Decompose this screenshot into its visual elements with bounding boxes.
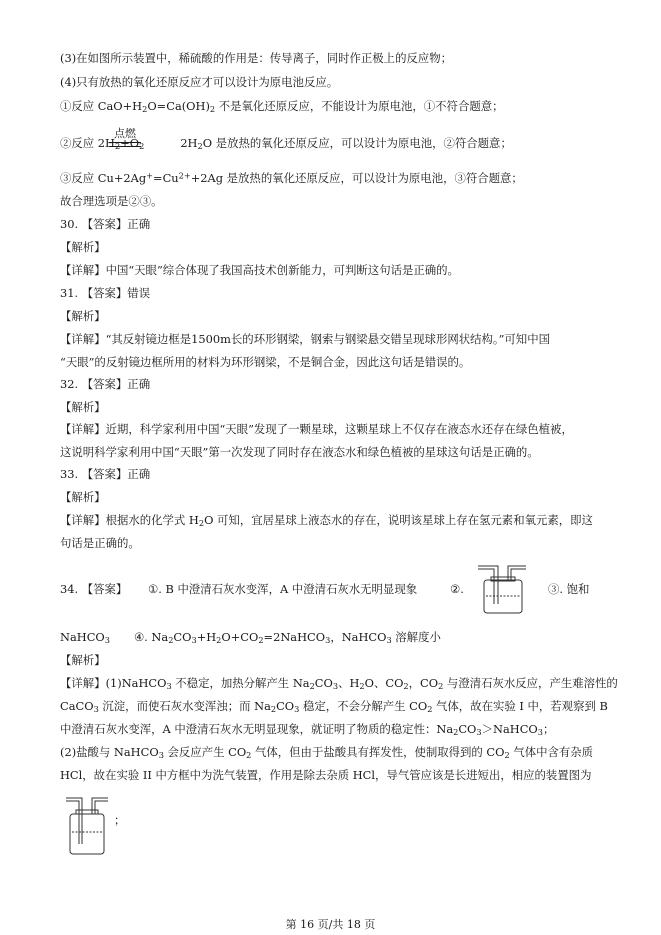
page-footer: 第 16 页/共 18 页 [285, 918, 376, 931]
text-line: (3)在如图所示装置中，稀硫酸的作用是：传导离子，同时作正极上的反应物； [60, 51, 453, 65]
analysis-label: 【解析】 [60, 240, 106, 254]
detail-text: “天眼”的反射镜边框所用的材料为环形钢梁，不是铜合金，因此这句话是错误的。 [60, 355, 471, 369]
analysis-label: 【解析】 [60, 309, 106, 323]
answer-heading: 34. 【答案】 [60, 582, 128, 596]
gas-washing-bottle-icon [474, 560, 530, 615]
text-line: (4)只有放热的氧化还原反应才可以设计为原电池反应。 [60, 75, 339, 89]
answer-part-3: ③. 饱和 [548, 582, 590, 596]
answer-part-2-label: ②. [450, 582, 464, 596]
detail-text: 【详解】“其反射镜边框是1500m长的环形钢梁，钢索与钢梁悬交错呈现球形网状结构。”可知中国 [60, 332, 550, 346]
detail-text: HCl，故在实验 II 中方框中为洗气装置，作用是除去杂质 HCl，导气管应该是长进短出，相应的装置图为 [60, 768, 592, 782]
answer-heading: 32. 【答案】正确 [60, 377, 151, 391]
detail-text: 这说明科学家利用中国“天眼”第一次发现了同时存在液态水和绿色植被的星球这句话是正确的。 [60, 445, 539, 459]
answer-continuation: NaHCO$_3$ ④. $Na_2CO_3+H_2O+CO_2=2NaHCO_3$，NaHCO$_3$ 溶解度小 [60, 630, 441, 646]
punctuation: ； [114, 813, 126, 827]
answer-heading: 30. 【答案】正确 [60, 217, 151, 231]
answer-part-1: ①. B 中澄清石灰水变浑，A 中澄清石灰水无明显现象 [148, 582, 418, 596]
detail-text: 句话是正确的。 [60, 536, 140, 550]
analysis-label: 【解析】 [60, 653, 106, 667]
detail-text: 【详解】中国“天眼”综合体现了我国高技术创新能力，可判断这句话是正确的。 [60, 263, 459, 277]
text-line: ③反应 $Cu+2Ag^+=Cu^{2+}+2Ag$ 是放热的氧化还原反应，可以设计为原电池，③符合题意； [60, 170, 523, 185]
answer-heading: 31. 【答案】错误 [60, 286, 151, 300]
text-line: ②反应 $2H_2+O_2$ $2H_2O$ 是放热的氧化还原反应，可以设计为原电池，②符合题意； [60, 136, 512, 152]
detail-text: 【详解】近期，科学家利用中国“天眼”发现了一颗星球，这颗星球上不仅存在液态水还存在绿色植被， [60, 422, 573, 436]
detail-text: CaCO$_3$ 沉淀，而使石灰水变浑浊；而 $Na_2CO_3$ 稳定，不会分解产生 $CO_2$ 气体，故在实验 I 中，若观察到 B [60, 699, 608, 715]
text-line: ①反应 $CaO+H_2O=Ca(OH)_2$ 不是氧化还原反应，不能设计为原电池，①不符合题意； [60, 99, 504, 115]
analysis-label: 【解析】 [60, 400, 106, 414]
answer-heading: 33. 【答案】正确 [60, 467, 151, 481]
text-line: 故合理选项是②③。 [60, 194, 163, 208]
gas-washing-bottle-icon [64, 792, 112, 856]
detail-text: 【详解】(1)NaHCO$_3$ 不稳定，加热分解产生 $Na_2CO_3$、$H_2O$、$CO_2$，$CO_2$ 与澄清石灰水反应，产生难溶性的 [60, 676, 618, 692]
detail-text: 【详解】根据水的化学式 $H_2O$ 可知，宜居星球上液态水的存在，说明该星球上存在氢元素和氧元素，即这 [60, 513, 593, 529]
reaction-condition: 点燃 [114, 127, 136, 140]
detail-text: 中澄清石灰水变浑，A 中澄清石灰水无明显现象，就证明了物质的稳定性：$Na_2CO_3>NaHCO_3$； [60, 722, 555, 738]
detail-text: (2)盐酸与 NaHCO$_3$ 会反应产生 $CO_2$ 气体，但由于盐酸具有挥发性，使制取得到的 $CO_2$ 气体中含有杂质 [60, 745, 594, 761]
analysis-label: 【解析】 [60, 490, 106, 504]
